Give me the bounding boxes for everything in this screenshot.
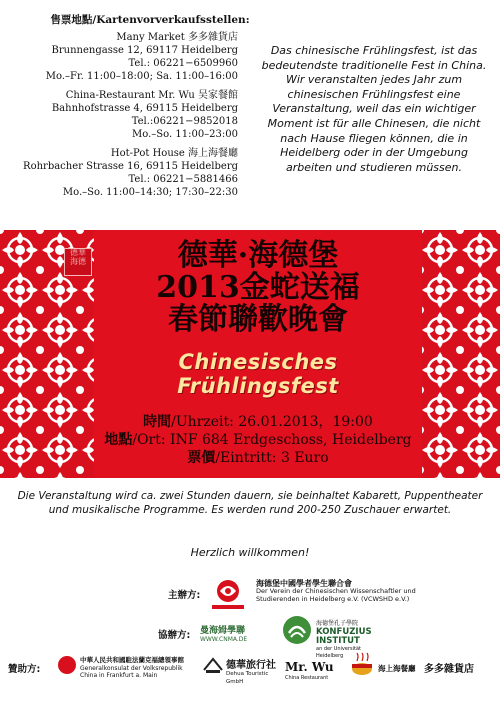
- program-description: Die Veranstaltung wird ca. zwei Stunden dauern, sie beinhaltet Kabarett, Puppentheater und musikalische Programme. Es werden rund 200-250 Zuschauer erwartet.: [17, 490, 483, 516]
- shop-address: Bahnhofstrasse 4, 69115 Heidelberg: [51, 103, 238, 114]
- german-title: [94, 350, 422, 398]
- sponsor-label: 贊助方:: [8, 664, 41, 675]
- event-details: [94, 413, 422, 467]
- consulate-sponsor: [80, 657, 200, 680]
- german-title-line-1: Chinesisches: [178, 350, 338, 374]
- ticket-shop-hot-pot: [10, 147, 250, 199]
- title-line-2: 2013金蛇送福: [156, 270, 360, 305]
- place-label: 地點: [104, 432, 133, 448]
- shop-phone: Tel.: 06221−5881466: [128, 174, 238, 185]
- event-place: [94, 431, 422, 449]
- time-label: 時間: [143, 414, 172, 430]
- dehua-name-zh: 德華旅行社: [226, 660, 276, 671]
- dehua-sponsor: [226, 656, 282, 686]
- cnma-logo: [200, 623, 262, 643]
- cnma-url: WWW.CNMA.DE: [200, 636, 248, 643]
- ticket-sales-block: [10, 14, 250, 199]
- mr-wu-sponsor: [285, 656, 347, 681]
- intro-paragraph: Das chinesische Frühlingsfest, ist das bedeutendste traditionelle Fest in China. Wir veranstalten jedes Jahr zum chinesischen Frühlingsfest eine Veranstaltung, weil das ein wichtiger Moment ist für alle Chinesen, die nicht nach Hause fliegen können, die in Heidelberg oder in der Umgebung arbeiten und studieren müssen.: [261, 44, 487, 174]
- price-label: 票價: [187, 450, 216, 466]
- mr-wu-name: Mr. Wu: [285, 660, 334, 674]
- consulate-name-zh: 中華人民共和國駐法蘭克福總領事館: [80, 656, 184, 664]
- shop-hours: Mo.–Fr. 11:00–18:00; Sa. 11:00–16:00: [45, 71, 238, 82]
- ticket-shop-many-market: [10, 31, 250, 83]
- festival-banner: [0, 230, 500, 478]
- konfuzius-institut-logo-icon: [282, 615, 312, 645]
- many-market-sponsor: 多多雜貨店: [424, 664, 474, 675]
- hot-pot-sponsor: 海上海餐廳: [378, 664, 416, 673]
- title-line-1: 德華·海德堡: [177, 238, 339, 273]
- event-price: [94, 449, 422, 467]
- vcwshd-logo-icon: [208, 576, 248, 612]
- konfuzius-name-de: KONFUZIUS INSTITUT: [316, 626, 372, 646]
- consulate-emblem-icon: [58, 656, 76, 674]
- dehua-travel-icon: [203, 656, 223, 674]
- shop-address: Brunnengasse 12, 69117 Heidelberg: [51, 45, 238, 56]
- cnma-name: 曼海姆學聯: [200, 626, 246, 636]
- co-organizer-label: 協辦方:: [158, 630, 191, 641]
- dehua-name-de: Dehua Touristic GmbH: [226, 671, 269, 685]
- shop-address: Rohrbacher Strasse 16, 69115 Heidelberg: [23, 161, 238, 172]
- shop-name: Hot-Pot House 海上海餐廳: [110, 148, 238, 159]
- shop-name: Many Market 多多雜貨店: [116, 32, 238, 43]
- welcome-text: Herzlich willkommen!: [190, 546, 310, 559]
- shop-name: China-Restaurant Mr. Wu 吴家餐館: [65, 90, 238, 101]
- red-seal-stamp: 德華 海德: [64, 248, 92, 276]
- mr-wu-subtitle: China Restaurant: [285, 675, 329, 681]
- hot-pot-icon: [349, 652, 375, 678]
- chinese-title: [94, 240, 422, 336]
- host-name-de: Der Verein der Chinesischen Wissenschaftler und Studierenden in Heidelberg e.V. (VCWSHD e.V.): [256, 587, 416, 603]
- konfuzius-subtitle: an der Universität Heidelberg: [316, 645, 362, 659]
- host-name-zh: 海德堡中國學者學生聯合會: [256, 578, 352, 588]
- event-time: [94, 413, 422, 431]
- shop-hours: Mo.–So. 11:00–14:30; 17:30–22:30: [62, 187, 238, 198]
- time-value: /Uhrzeit: 26.01.2013，19:00: [171, 414, 373, 430]
- shop-hours: Mo.–So. 11:00–23:00: [132, 129, 238, 140]
- price-value: /Eintritt: 3 Euro: [215, 450, 329, 466]
- consulate-name-de: Generalkonsulat der Volksrepublik China in Frankfurt a. Main: [80, 664, 183, 679]
- host-label: 主辦方:: [168, 590, 201, 601]
- german-title-line-2: Frühlingsfest: [177, 374, 339, 398]
- ticket-sales-heading: 售票地點/Kartenvorverkaufsstellen:: [50, 14, 250, 26]
- shop-phone: Tel.:06221−9852018: [131, 116, 238, 127]
- host-organization: [256, 578, 416, 603]
- ticket-shop-mr-wu: [10, 89, 250, 141]
- title-line-3: 春節聯歡晚會: [168, 302, 348, 337]
- konfuzius-name-zh: 海德堡孔子學院: [316, 620, 359, 627]
- shop-phone: Tel.: 06221−6509960: [128, 58, 238, 69]
- place-value: /Ort: INF 684 Erdgeschoss, Heidelberg: [132, 432, 412, 448]
